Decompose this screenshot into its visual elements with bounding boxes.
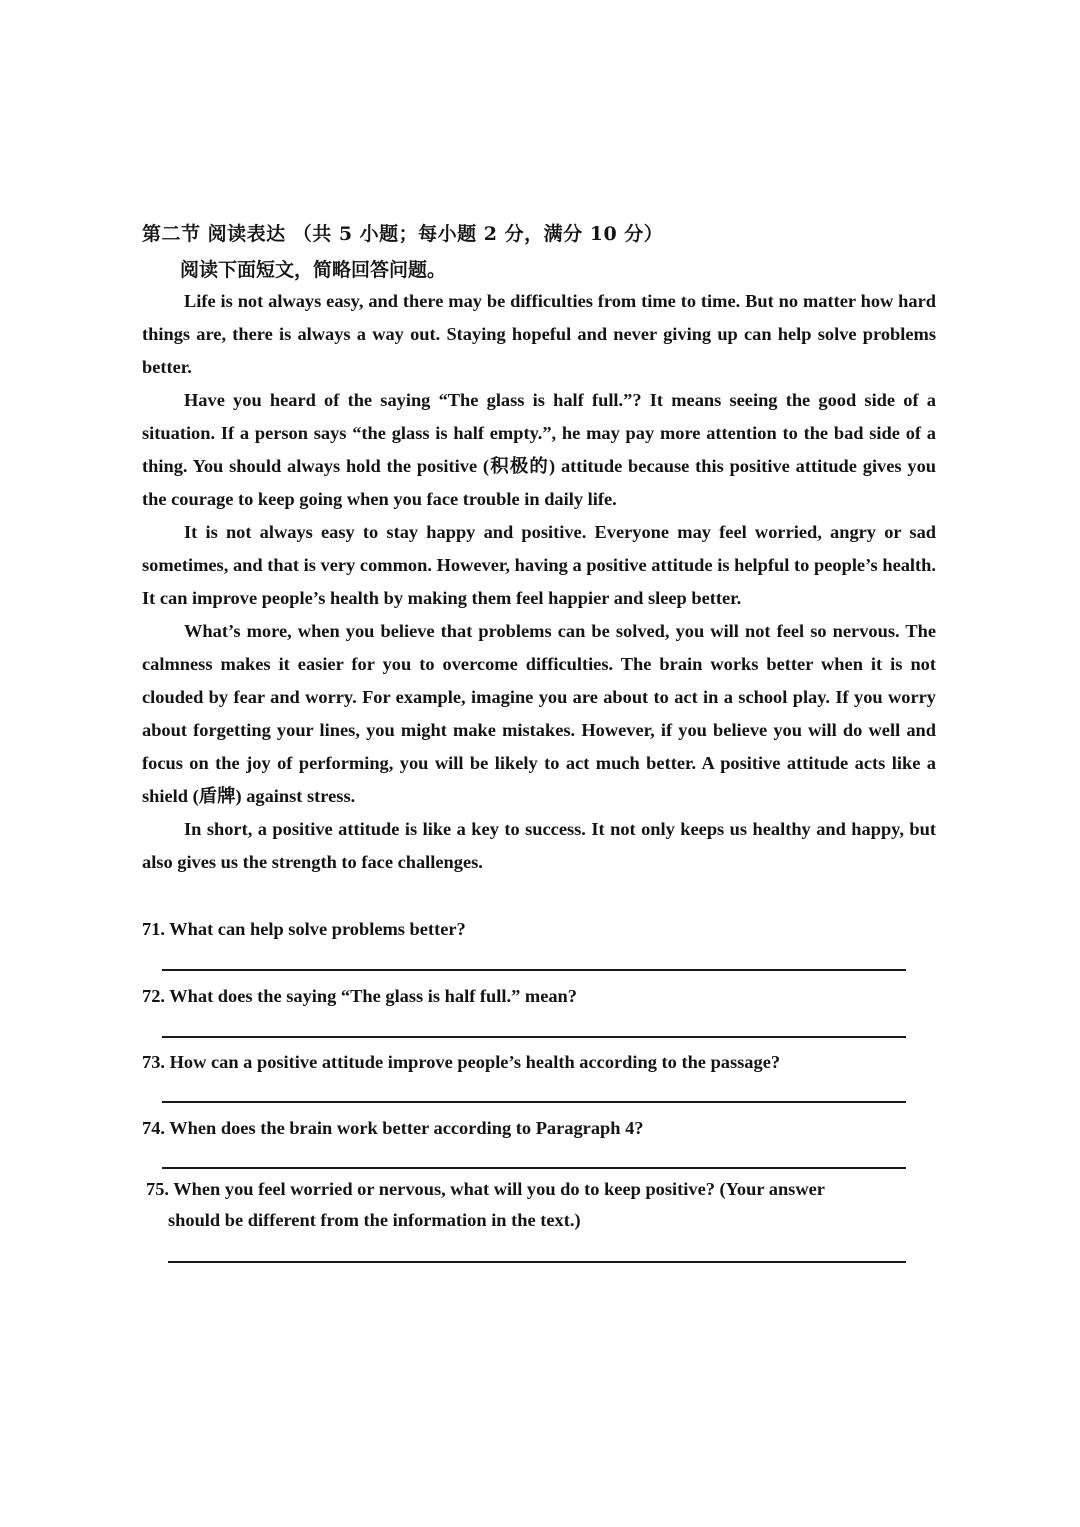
answer-line-74[interactable]	[162, 1167, 906, 1169]
question-number: 72.	[142, 986, 165, 1006]
question-72	[142, 981, 922, 1012]
passage-paragraph-5: In short, a positive attitude is like a key to success. It not only keeps us healthy and happy, but also gives us the strength to face challenges.	[142, 819, 936, 872]
question-text: When does the brain work better according to Paragraph 4?	[169, 1118, 644, 1138]
answer-line-71[interactable]	[162, 969, 906, 971]
question-75	[146, 1174, 916, 1236]
answer-line-75[interactable]	[168, 1261, 906, 1263]
question-71	[142, 914, 922, 945]
question-number: 73.	[142, 1052, 165, 1072]
question-text: How can a positive attitude improve people’s health according to the passage?	[169, 1052, 781, 1072]
question-text: What can help solve problems better?	[169, 919, 466, 939]
question-73	[142, 1047, 922, 1078]
answer-line-73[interactable]	[162, 1101, 906, 1103]
question-text-line-2: should be different from the information in the text.)	[168, 1210, 581, 1230]
answer-line-72[interactable]	[162, 1036, 906, 1038]
question-number: 74.	[142, 1118, 165, 1138]
passage-paragraph-4: What’s more, when you believe that problems can be solved, you will not feel so nervous. The calmness makes it easier for you to overcome difficulties. The brain works better when it is not clouded by fear and worry. For example, imagine you are about to act in a school play. If you worry about forgetting your lines, you might make mistakes. However, if you believe you will do well and focus on the joy of performing, you will be likely to act much better. A positive attitude acts like a shield (盾牌) against stress.	[142, 621, 936, 806]
question-number: 71.	[142, 919, 165, 939]
passage-paragraph-2: Have you heard of the saying “The glass is half full.”? It means seeing the good side of a situation. If a person says “the glass is half empty.”, he may pay more attention to the bad side of a thing. You should always hold the positive (积极的) attitude because this positive attitude gives you the courage to keep going when you face trouble in daily life.	[142, 390, 936, 509]
section-title: 第二节 阅读表达 （共 5 小题；每小题 2 分，满分 10 分）	[142, 223, 664, 245]
question-text-line-1: When you feel worried or nervous, what will you do to keep positive? (Your answer	[173, 1179, 825, 1199]
question-text: What does the saying “The glass is half full.” mean?	[169, 986, 577, 1006]
instruction: 阅读下面短文，简略回答问题。	[180, 259, 447, 281]
reading-passage	[142, 285, 936, 879]
question-74	[142, 1113, 922, 1144]
exam-sheet	[142, 0, 942, 1527]
passage-paragraph-3: It is not always easy to stay happy and positive. Everyone may feel worried, angry or sad sometimes, and that is very common. However, having a positive attitude is helpful to people’s health. It can improve people’s health by making them feel happier and sleep better.	[142, 522, 936, 608]
question-number: 75.	[146, 1179, 169, 1199]
passage-paragraph-1: Life is not always easy, and there may be difficulties from time to time. But no matter how hard things are, there is always a way out. Staying hopeful and never giving up can help solve problems better.	[142, 291, 936, 377]
